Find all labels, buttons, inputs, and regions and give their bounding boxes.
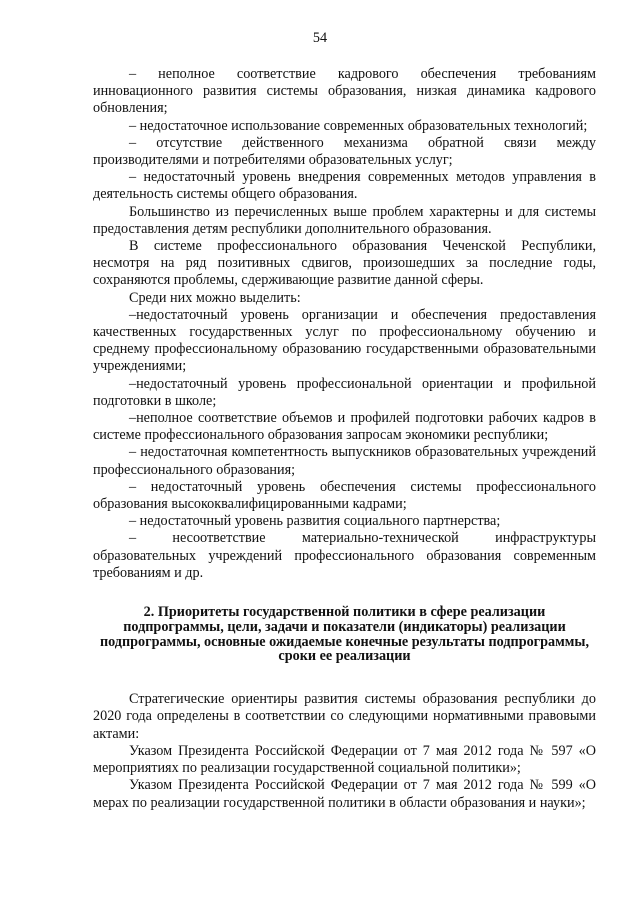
paragraph: – недостаточный уровень развития социального партнерства; (129, 513, 501, 530)
paragraph: – несоответствие материально-технической инфраструктуры образовательных учреждений профессионального образования современным требованиям и др. (93, 530, 596, 581)
paragraph: –недостаточный уровень профессиональной ориентации и профильной подготовки в школе; (93, 375, 596, 409)
page-number: 54 (312, 30, 328, 46)
paragraph: – неполное соответствие кадрового обеспечения требованиям инновационного развития системы образования, низкая динамика кадрового обновления; (93, 66, 596, 117)
paragraph: Указом Президента Российской Федерации от 7 мая 2012 года № 597 «О мероприятиях по реализации государственной социальной политики»; (93, 742, 596, 777)
paragraph: –недостаточный уровень организации и обеспечения предоставления качественных государственных услуг по профессиональному обучению и среднему профессиональному образованию государственными образовательными учреждениями; (93, 306, 596, 375)
paragraph: –неполное соответствие объемов и профилей подготовки рабочих кадров в системе профессионального образования запросам экономики республики; (93, 410, 596, 444)
paragraph: В системе профессионального образования Чеченской Республики, несмотря на ряд позитивных сдвигов, произошедших за последние годы, сохраняются проблемы, сдерживающие развитие данной сферы. (93, 238, 596, 289)
paragraph: Среди них можно выделить: (129, 289, 301, 306)
paragraph: – отсутствие действенного механизма обратной связи между производителями и потребителями образовательных услуг; (93, 134, 596, 169)
document-body (93, 66, 596, 812)
spacer (93, 664, 596, 691)
section-heading: 2. Приоритеты государственной политики в сфере реализации подпрограммы, цели, задачи и показатели (индикаторы) реализации подпрограммы, основные ожидаемые конечные результаты подпрограммы, сроки ее реализации (99, 604, 590, 665)
paragraph: Большинство из перечисленных выше проблем характерны и для системы предоставления детям республики дополнительного образования. (93, 203, 596, 237)
paragraph: – недостаточный уровень внедрения современных методов управления в деятельность системы общего образования. (93, 169, 596, 203)
paragraph: Стратегические ориентиры развития системы образования республики до 2020 года определены в соответствии со следующими нормативными правовыми актами: (93, 691, 596, 742)
paragraph: – недостаточный уровень обеспечения системы профессионального образования высококвалифицированными кадрами; (93, 478, 596, 513)
paragraph: Указом Президента Российской Федерации от 7 мая 2012 года № 599 «О мерах по реализации государственной политики в области образования и науки»; (93, 777, 596, 811)
paragraph: – недостаточное использование современных образовательных технологий; (129, 117, 588, 134)
paragraph: – недостаточная компетентность выпускников образовательных учреждений профессионального образования; (93, 444, 596, 478)
